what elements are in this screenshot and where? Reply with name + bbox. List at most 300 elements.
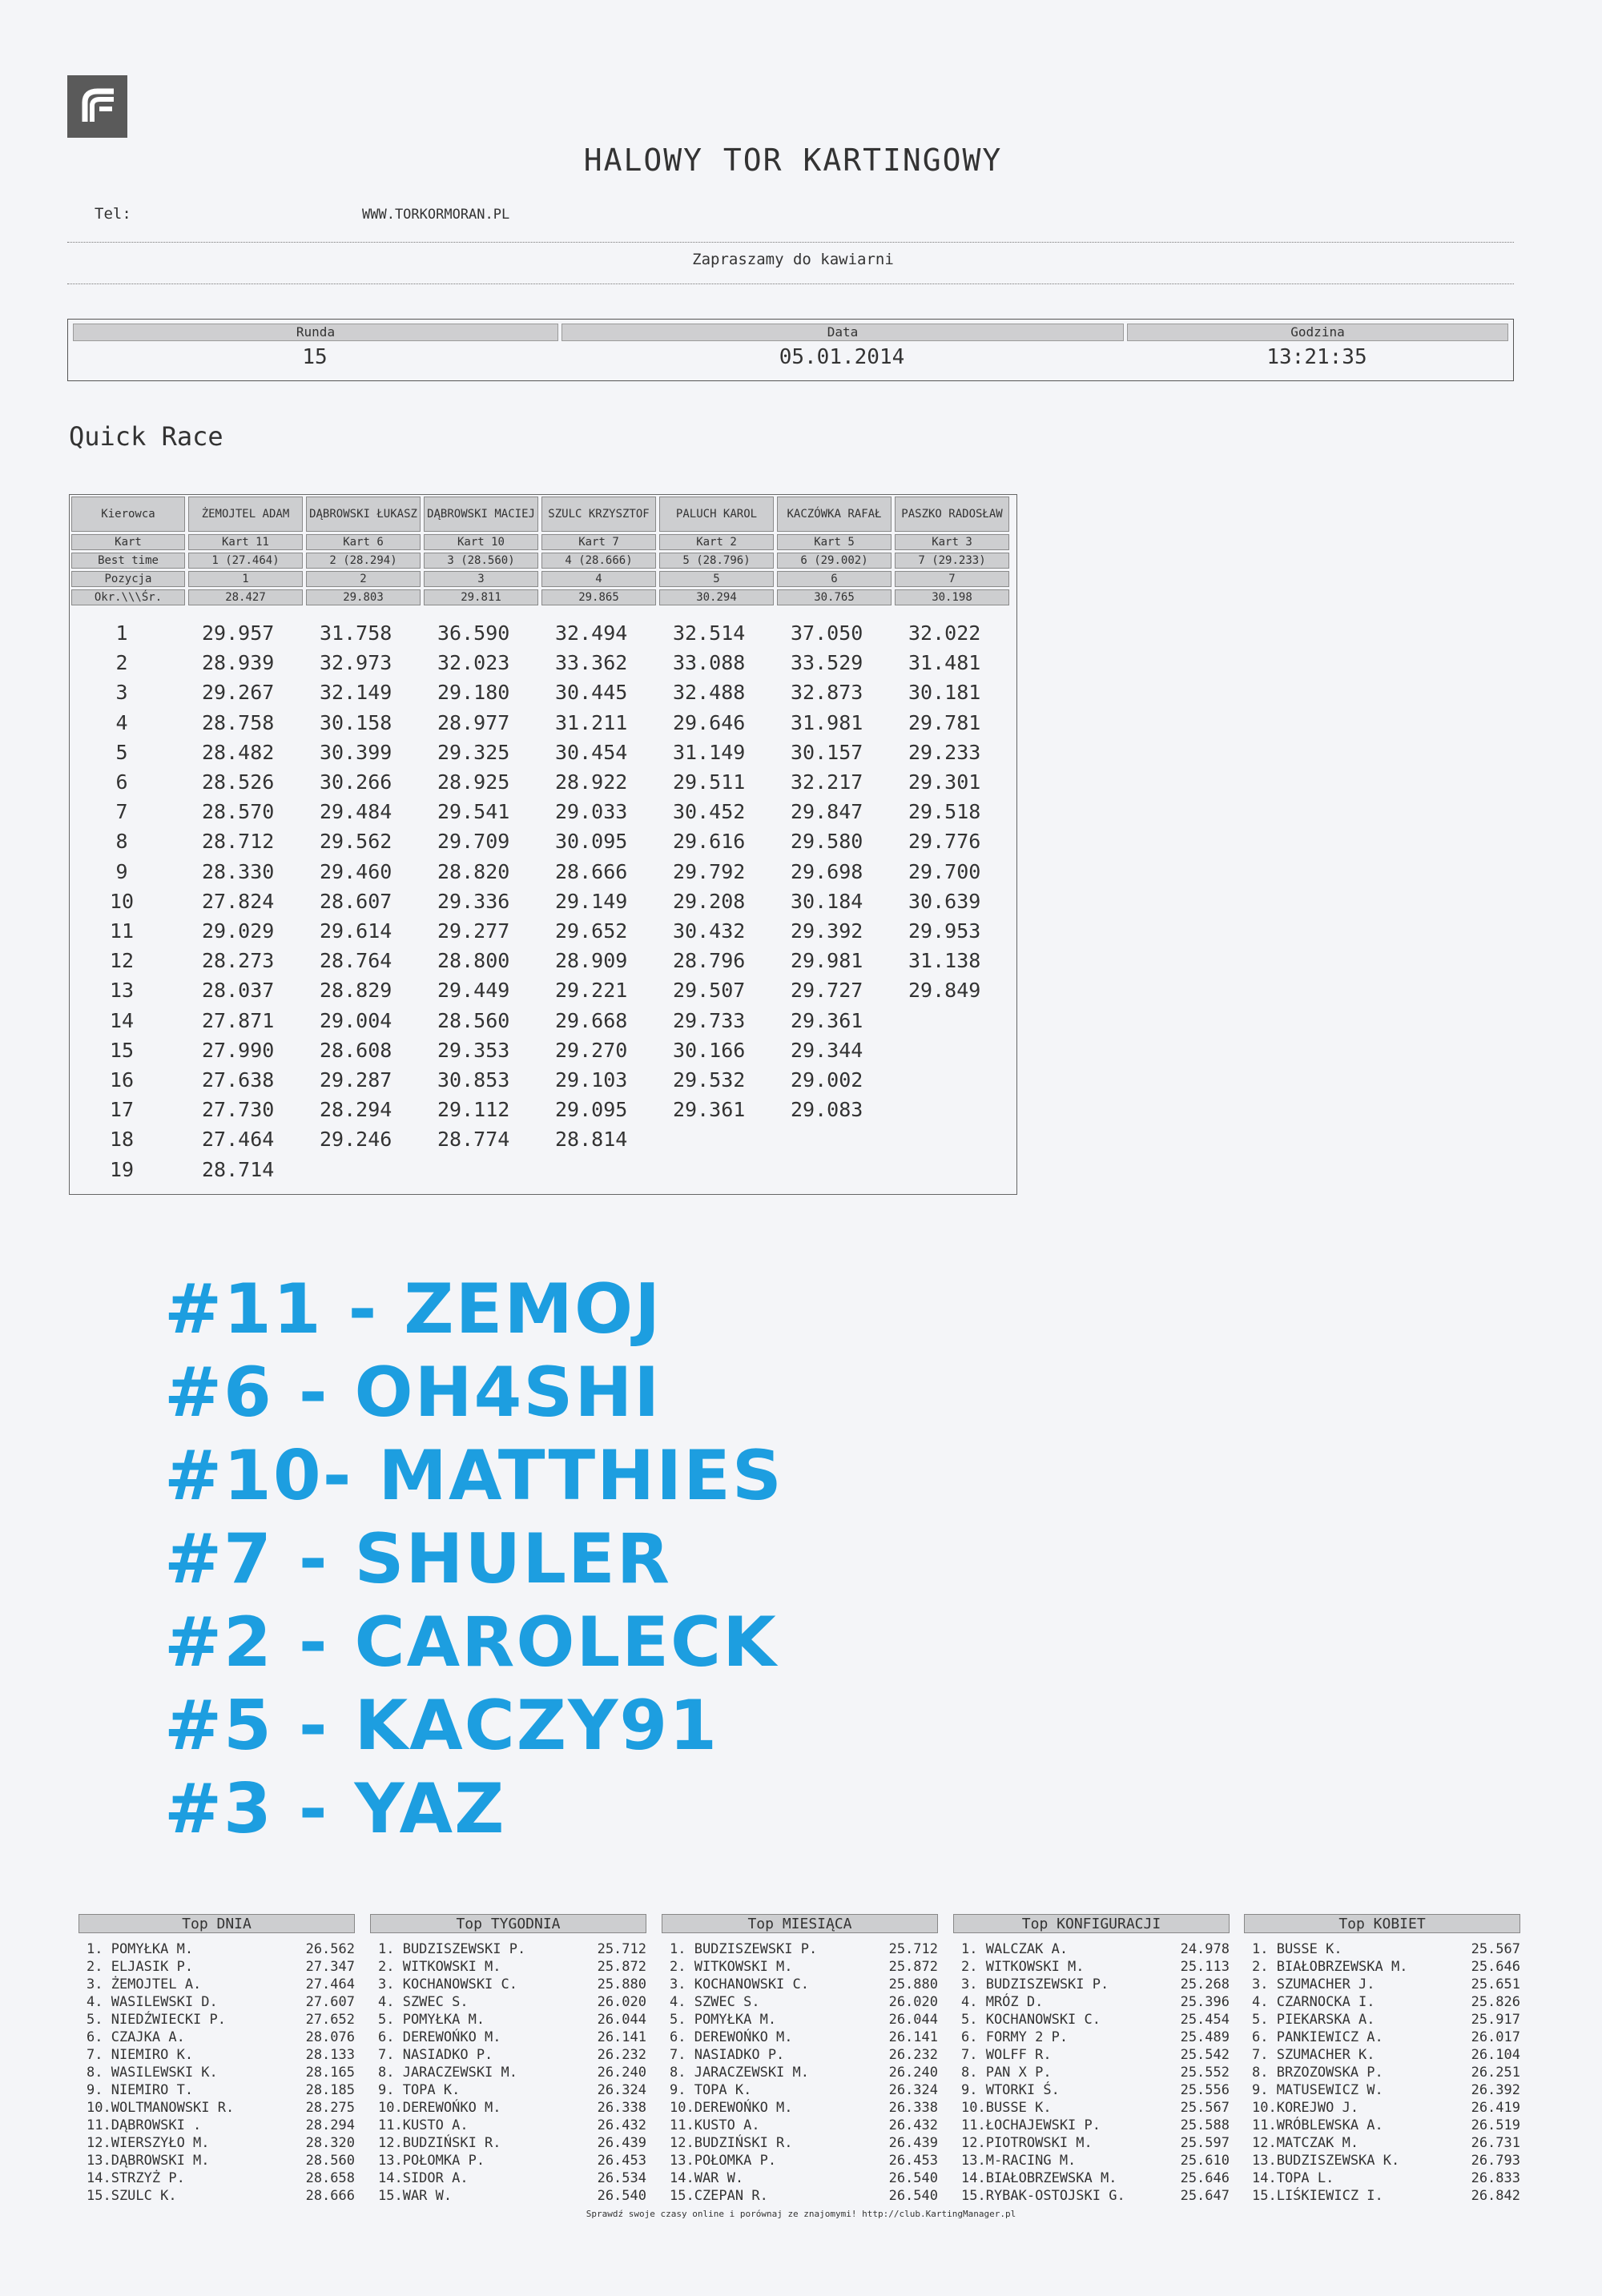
lap-number: 18: [109, 1128, 135, 1152]
top-list-row: [662, 1976, 938, 1994]
lap-time-cell: 32.023: [437, 651, 510, 675]
driver-kart-cell: Kart 2: [659, 534, 774, 550]
top-list-title: Top KONFIGURACJI: [953, 1914, 1230, 1933]
lap-time-cell: 29.849: [908, 979, 981, 1003]
lap-time-cell: 31.481: [908, 651, 981, 675]
lap-time-cell: 32.514: [673, 621, 746, 645]
top-list: [1244, 1914, 1520, 2206]
top-list-row: [370, 2100, 646, 2117]
top-list-time: 25.880: [597, 1976, 646, 1992]
driver-pos-cell: 5: [659, 571, 774, 587]
top-list-time: 26.439: [597, 2135, 646, 2151]
row-header-label: Pozycja: [71, 571, 185, 587]
lap-time-cell: 29.392: [791, 919, 863, 943]
top-list-time: 28.165: [305, 2065, 355, 2081]
top-list-row: [662, 2188, 938, 2206]
top-list-name: 1. POMYŁKA M.: [87, 1941, 194, 1957]
top-list-time: 26.338: [888, 2100, 938, 2116]
top-list-time: 26.519: [1471, 2117, 1520, 2133]
lap-time-cell: 30.454: [555, 740, 628, 764]
top-list-name: 1. BUDZISZEWSKI P.: [670, 1941, 818, 1957]
top-list-name: 15.CZEPAN R.: [670, 2188, 768, 2204]
lap-time-cell: 29.301: [908, 770, 981, 794]
lap-time-cell: 29.511: [673, 770, 746, 794]
lap-number: 6: [115, 770, 128, 794]
top-list-row: [370, 2047, 646, 2065]
top-list: [953, 1914, 1230, 2206]
top-list-name: 7. SZUMACHER K.: [1252, 2047, 1375, 2063]
top-list-time: 26.251: [1471, 2065, 1520, 2081]
lap-time-cell: 29.616: [673, 830, 746, 854]
top-list-row: [370, 2135, 646, 2153]
top-list-name: 4. MRÓZ D.: [961, 1994, 1044, 2010]
top-list-time: 26.240: [597, 2065, 646, 2081]
top-list-name: 9. MATUSEWICZ W.: [1252, 2082, 1383, 2098]
lap-time-cell: 29.095: [555, 1098, 628, 1122]
top-list-row: [662, 1959, 938, 1976]
top-list: [370, 1914, 646, 2206]
top-list-row: [370, 1959, 646, 1976]
lap-time-cell: 30.158: [320, 710, 392, 734]
lap-time-cell: 30.853: [437, 1068, 510, 1092]
top-list-time: 26.534: [597, 2170, 646, 2186]
top-list-time: 25.567: [1180, 2100, 1230, 2116]
kart-logo: [67, 75, 127, 138]
top-list-name: 8. BRZOZOWSKA P.: [1252, 2065, 1383, 2081]
top-list-row: [953, 1976, 1230, 1994]
driver-name-header: SZULC KRZYSZTOF: [541, 497, 656, 532]
top-list-row: [370, 2065, 646, 2082]
lap-time-cell: 28.774: [437, 1128, 510, 1152]
lap-time-cell: 29.698: [791, 859, 863, 883]
top-list-time: 28.294: [305, 2117, 355, 2133]
top-list-name: 6. PANKIEWICZ A.: [1252, 2029, 1383, 2045]
divider: [67, 283, 1514, 284]
top-list-row: [662, 2065, 938, 2082]
driver-name-header: DĄBROWSKI ŁUKASZ: [306, 497, 421, 532]
top-list-row: [662, 2117, 938, 2135]
lap-time-cell: 29.325: [437, 740, 510, 764]
lap-time-cell: 30.166: [673, 1038, 746, 1062]
lap-time-cell: 28.712: [202, 830, 275, 854]
top-list-name: 14.TOPA L.: [1252, 2170, 1334, 2186]
top-list-time: 27.607: [305, 1994, 355, 2010]
lap-time-cell: 28.570: [202, 800, 275, 824]
top-list-time: 25.588: [1180, 2117, 1230, 2133]
lap-time-cell: 28.796: [673, 949, 746, 973]
top-list-time: 26.324: [888, 2082, 938, 2098]
top-list-row: [78, 2029, 355, 2047]
slogan: Zapraszamy do kawiarni: [692, 251, 894, 268]
driver-name-header: DĄBROWSKI MACIEJ: [424, 497, 538, 532]
lap-time-cell: 28.925: [437, 770, 510, 794]
lap-time-cell: 29.541: [437, 800, 510, 824]
lap-time-cell: 29.652: [555, 919, 628, 943]
lap-time-cell: 29.002: [791, 1068, 863, 1092]
driver-pos-cell: 1: [188, 571, 303, 587]
lap-time-cell: 29.518: [908, 800, 981, 824]
top-list-name: 6. FORMY 2 P.: [961, 2029, 1069, 2045]
top-list-time: 26.020: [888, 1994, 938, 2010]
lap-time-cell: 29.776: [908, 830, 981, 854]
top-list-time: 26.419: [1471, 2100, 1520, 2116]
driver-kart-cell: Kart 5: [777, 534, 892, 550]
lap-time-cell: 33.362: [555, 651, 628, 675]
top-list-name: 10.WOLTMANOWSKI R.: [87, 2100, 235, 2116]
race-title: Quick Race: [69, 421, 223, 452]
top-list: [662, 1914, 938, 2206]
lap-time-cell: 28.909: [555, 949, 628, 973]
top-list-time: 26.453: [597, 2153, 646, 2169]
top-list-time: 26.104: [1471, 2047, 1520, 2063]
top-list-name: 9. NIEMIRO T.: [87, 2082, 194, 2098]
top-list-row: [370, 2170, 646, 2188]
top-list-row: [953, 2100, 1230, 2117]
top-list-name: 15.WAR W.: [378, 2188, 453, 2204]
lap-time-cell: 31.138: [908, 949, 981, 973]
top-list-name: 12.BUDZIŃSKI R.: [670, 2135, 793, 2151]
top-list-name: 2. BIAŁOBRZEWSKA M.: [1252, 1959, 1408, 1975]
lap-time-cell: 29.233: [908, 740, 981, 764]
lap-time-cell: 30.095: [555, 830, 628, 854]
lap-number: 1: [115, 621, 128, 645]
lap-time-cell: 30.157: [791, 740, 863, 764]
lap-time-cell: 31.149: [673, 740, 746, 764]
top-list-row: [1244, 2188, 1520, 2206]
top-list-name: 2. WITKOWSKI M.: [378, 1959, 501, 1975]
driver-best-cell: 5 (28.796): [659, 553, 774, 569]
row-header-label: Best time: [71, 553, 185, 569]
lap-time-cell: 29.484: [320, 800, 392, 824]
lap-time-cell: 28.829: [320, 979, 392, 1003]
top-list-name: 14.WAR W.: [670, 2170, 744, 2186]
lap-time-cell: 29.180: [437, 681, 510, 705]
lap-time-cell: 29.792: [673, 859, 746, 883]
lap-time-cell: 28.922: [555, 770, 628, 794]
top-list-row: [78, 1976, 355, 1994]
top-list-name: 7. NIEMIRO K.: [87, 2047, 194, 2063]
driver-best-cell: 6 (29.002): [777, 553, 892, 569]
website-link[interactable]: WWW.TORKORMORAN.PL: [362, 207, 510, 223]
top-list-row: [78, 2188, 355, 2206]
top-list-time: 24.978: [1180, 1941, 1230, 1957]
top-list-time: 25.396: [1180, 1994, 1230, 2010]
top-list-time: 25.646: [1180, 2170, 1230, 2186]
lap-time-cell: 28.294: [320, 1098, 392, 1122]
lap-time-cell: 32.873: [791, 681, 863, 705]
lap-number: 10: [109, 889, 135, 913]
lap-time-cell: 30.639: [908, 889, 981, 913]
top-list-row: [662, 2170, 938, 2188]
top-list-time: 26.232: [888, 2047, 938, 2063]
top-list-name: 4. SZWEC S.: [378, 1994, 469, 2010]
lap-time-cell: 33.529: [791, 651, 863, 675]
top-list-row: [662, 1941, 938, 1959]
top-list-time: 26.540: [888, 2170, 938, 2186]
top-list-row: [662, 2100, 938, 2117]
lap-time-cell: 31.211: [555, 710, 628, 734]
driver-avg-cell: 29.803: [306, 589, 421, 605]
lap-time-cell: 29.532: [673, 1068, 746, 1092]
top-list-name: 3. KOCHANOWSKI C.: [378, 1976, 517, 1992]
top-list-time: 28.560: [305, 2153, 355, 2169]
lap-time-cell: 29.103: [555, 1068, 628, 1092]
top-list-row: [78, 1959, 355, 1976]
lap-number: 12: [109, 949, 135, 973]
top-list-row: [953, 2047, 1230, 2065]
lap-time-cell: 28.273: [202, 949, 275, 973]
nickname-entry: #10- MATTHIES: [164, 1436, 783, 1516]
race-meta-box: [67, 319, 1514, 381]
top-list-time: 25.917: [1471, 2012, 1520, 2028]
top-list-row: [370, 2012, 646, 2029]
lap-time-cell: 30.266: [320, 770, 392, 794]
top-list-time: 28.185: [305, 2082, 355, 2098]
lap-time-cell: 27.824: [202, 889, 275, 913]
lap-time-cell: 29.361: [791, 1008, 863, 1032]
top-list-time: 28.320: [305, 2135, 355, 2151]
lap-time-cell: 30.452: [673, 800, 746, 824]
top-list-time: 26.141: [888, 2029, 938, 2045]
top-list-name: 2. WITKOWSKI M.: [670, 1959, 793, 1975]
lap-time-cell: 29.460: [320, 859, 392, 883]
lap-time-cell: 27.638: [202, 1068, 275, 1092]
top-list-time: 26.044: [597, 2012, 646, 2028]
top-list-row: [662, 2047, 938, 2065]
top-list-name: 14.SIDOR A.: [378, 2170, 469, 2186]
top-list-row: [78, 2082, 355, 2100]
lap-time-cell: 32.488: [673, 681, 746, 705]
top-list-name: 8. PAN X P.: [961, 2065, 1052, 2081]
lap-number: 5: [115, 740, 128, 764]
top-list-row: [1244, 2100, 1520, 2117]
top-list-row: [953, 2082, 1230, 2100]
lap-time-cell: 29.112: [437, 1098, 510, 1122]
top-list-row: [1244, 2135, 1520, 2153]
top-list-time: 26.338: [597, 2100, 646, 2116]
lap-time-cell: 31.981: [791, 710, 863, 734]
lap-time-cell: 29.781: [908, 710, 981, 734]
top-list-name: 3. SZUMACHER J.: [1252, 1976, 1375, 1992]
top-list-row: [1244, 1994, 1520, 2012]
top-list-time: 25.489: [1180, 2029, 1230, 2045]
top-list-row: [662, 2153, 938, 2170]
top-list-name: 9. TOPA K.: [378, 2082, 461, 2098]
lap-time-cell: 32.494: [555, 621, 628, 645]
top-list-name: 5. POMYŁKA M.: [670, 2012, 777, 2028]
lap-time-cell: 32.022: [908, 621, 981, 645]
lap-time-cell: 29.953: [908, 919, 981, 943]
top-list-row: [78, 2170, 355, 2188]
lap-time-cell: 31.758: [320, 621, 392, 645]
lap-number: 17: [109, 1098, 135, 1122]
lap-time-cell: 28.666: [555, 859, 628, 883]
top-list-row: [953, 1941, 1230, 1959]
nickname-entry: #6 - OH4SHI: [164, 1353, 662, 1433]
lap-time-cell: 29.270: [555, 1038, 628, 1062]
top-list-name: 11.WRÓBLEWSKA A.: [1252, 2117, 1383, 2133]
lap-time-cell: 29.277: [437, 919, 510, 943]
driver-kart-cell: Kart 10: [424, 534, 538, 550]
top-list-row: [370, 1941, 646, 1959]
lap-time-cell: 29.344: [791, 1038, 863, 1062]
top-list-row: [662, 2012, 938, 2029]
nickname-entry: #5 - KACZY91: [164, 1686, 719, 1766]
lap-time-cell: 28.814: [555, 1128, 628, 1152]
lap-time-cell: 29.353: [437, 1038, 510, 1062]
top-list-time: 26.432: [888, 2117, 938, 2133]
top-list-name: 15.RYBAK-OSTOJSKI G.: [961, 2188, 1125, 2204]
top-list-name: 10.BUSSE K.: [961, 2100, 1052, 2116]
lap-number: 16: [109, 1068, 135, 1092]
top-list-row: [953, 2135, 1230, 2153]
top-list-row: [370, 2029, 646, 2047]
top-list-time: 26.833: [1471, 2170, 1520, 2186]
top-list-row: [662, 1994, 938, 2012]
top-list-time: 26.232: [597, 2047, 646, 2063]
driver-name-header: PASZKO RADOSŁAW: [895, 497, 1009, 532]
lap-number: 13: [109, 979, 135, 1003]
top-list-row: [370, 2082, 646, 2100]
top-list-time: 26.392: [1471, 2082, 1520, 2098]
lap-time-cell: 29.580: [791, 830, 863, 854]
top-list-time: 25.826: [1471, 1994, 1520, 2010]
lap-time-cell: 28.037: [202, 979, 275, 1003]
lap-time-cell: 29.221: [555, 979, 628, 1003]
top-list-time: 26.793: [1471, 2153, 1520, 2169]
top-list-time: 25.646: [1471, 1959, 1520, 1975]
top-list-time: 25.556: [1180, 2082, 1230, 2098]
top-list-time: 25.647: [1180, 2188, 1230, 2204]
top-list-name: 7. WOLFF R.: [961, 2047, 1052, 2063]
driver-kart-cell: Kart 6: [306, 534, 421, 550]
top-list-name: 10.KOREJWO J.: [1252, 2100, 1359, 2116]
lap-time-cell: 29.646: [673, 710, 746, 734]
lap-time-cell: 30.432: [673, 919, 746, 943]
top-list-time: 25.651: [1471, 1976, 1520, 1992]
lap-time-cell: 29.287: [320, 1068, 392, 1092]
top-list-time: 28.133: [305, 2047, 355, 2063]
row-header-label: Kart: [71, 534, 185, 550]
driver-name-header: KACZÓWKA RAFAŁ: [777, 497, 892, 532]
top-list-row: [78, 2065, 355, 2082]
lap-time-cell: 28.939: [202, 651, 275, 675]
lap-time-cell: 29.668: [555, 1008, 628, 1032]
top-list-row: [953, 2188, 1230, 2206]
lap-time-cell: 29.957: [202, 621, 275, 645]
top-list-row: [953, 2153, 1230, 2170]
top-list-name: 12.BUDZIŃSKI R.: [378, 2135, 501, 2151]
top-list-name: 11.ŁOCHAJEWSKI P.: [961, 2117, 1101, 2133]
top-list-time: 26.453: [888, 2153, 938, 2169]
top-list-time: 26.432: [597, 2117, 646, 2133]
top-list-name: 5. POMYŁKA M.: [378, 2012, 485, 2028]
nickname-entry: #11 - ZEMOJ: [164, 1269, 662, 1349]
divider: [67, 242, 1514, 243]
godzina-label: Godzina: [1127, 324, 1508, 341]
lap-number: 14: [109, 1008, 135, 1032]
lap-number: 3: [115, 681, 128, 705]
runda-label: Runda: [73, 324, 558, 341]
lap-time-cell: 30.399: [320, 740, 392, 764]
top-list-time: 26.439: [888, 2135, 938, 2151]
top-list-title: Top KOBIET: [1244, 1914, 1520, 1933]
lap-time-cell: 29.033: [555, 800, 628, 824]
nickname-entry: #2 - CAROLECK: [164, 1602, 778, 1683]
top-list-name: 14.STRZYŻ P.: [87, 2170, 185, 2186]
lap-time-cell: 29.614: [320, 919, 392, 943]
driver-pos-cell: 6: [777, 571, 892, 587]
lap-time-cell: 27.730: [202, 1098, 275, 1122]
top-list-time: 25.567: [1471, 1941, 1520, 1957]
lap-time-cell: 29.981: [791, 949, 863, 973]
lap-time-cell: 27.464: [202, 1128, 275, 1152]
lap-number: 7: [115, 800, 128, 824]
top-list-time: 25.597: [1180, 2135, 1230, 2151]
row-header-label: Okr.\\\Śr.: [71, 589, 185, 605]
top-list-time: 27.464: [305, 1976, 355, 1992]
top-list-time: 26.540: [597, 2188, 646, 2204]
driver-avg-cell: 30.294: [659, 589, 774, 605]
driver-name-header: PALUCH KAROL: [659, 497, 774, 532]
top-list-name: 9. WTORKI Ś.: [961, 2082, 1060, 2098]
driver-name-header: ŻEMOJTEL ADAM: [188, 497, 303, 532]
lap-number: 19: [109, 1157, 135, 1181]
top-list-time: 26.540: [888, 2188, 938, 2204]
top-list-name: 12.WIERSZYŁO M.: [87, 2135, 210, 2151]
top-list-row: [1244, 1941, 1520, 1959]
top-list-title: Top MIESIĄCA: [662, 1914, 938, 1933]
lap-time-cell: 29.727: [791, 979, 863, 1003]
lap-time-cell: 28.608: [320, 1038, 392, 1062]
top-list-name: 5. KOCHANOWSKI C.: [961, 2012, 1101, 2028]
lap-number: 9: [115, 859, 128, 883]
lap-time-cell: 29.029: [202, 919, 275, 943]
lap-time-cell: 30.181: [908, 681, 981, 705]
top-list-row: [953, 1994, 1230, 2012]
top-list-row: [78, 1994, 355, 2012]
tel-label: Tel:: [95, 205, 131, 223]
top-list-name: 4. WASILEWSKI D.: [87, 1994, 218, 2010]
top-list-name: 13.DĄBROWSKI M.: [87, 2153, 210, 2169]
lap-time-cell: 29.700: [908, 859, 981, 883]
lap-time-cell: 28.330: [202, 859, 275, 883]
data-label: Data: [562, 324, 1124, 341]
runda-value: 15: [302, 345, 328, 369]
lap-time-cell: 28.560: [437, 1008, 510, 1032]
top-list-row: [78, 2153, 355, 2170]
top-list-row: [1244, 2029, 1520, 2047]
top-list-time: 26.324: [597, 2082, 646, 2098]
top-list-row: [78, 2100, 355, 2117]
top-list-row: [662, 2135, 938, 2153]
top-list-name: 4. CZARNOCKA I.: [1252, 1994, 1375, 2010]
top-list-row: [953, 1959, 1230, 1976]
top-list-name: 5. NIEDŹWIECKI P.: [87, 2012, 226, 2028]
top-list-time: 28.076: [305, 2029, 355, 2045]
lap-time-cell: 29.709: [437, 830, 510, 854]
lap-time-cell: 28.526: [202, 770, 275, 794]
top-list-name: 14.BIAŁOBRZEWSKA M.: [961, 2170, 1117, 2186]
top-list-name: 2. ELJASIK P.: [87, 1959, 194, 1975]
top-list-time: 27.347: [305, 1959, 355, 1975]
lap-time-cell: 27.871: [202, 1008, 275, 1032]
top-list-time: 25.113: [1180, 1959, 1230, 1975]
top-list-name: 3. BUDZISZEWSKI P.: [961, 1976, 1109, 1992]
top-list-time: 26.240: [888, 2065, 938, 2081]
lap-time-cell: 29.149: [555, 889, 628, 913]
top-list-row: [953, 2170, 1230, 2188]
